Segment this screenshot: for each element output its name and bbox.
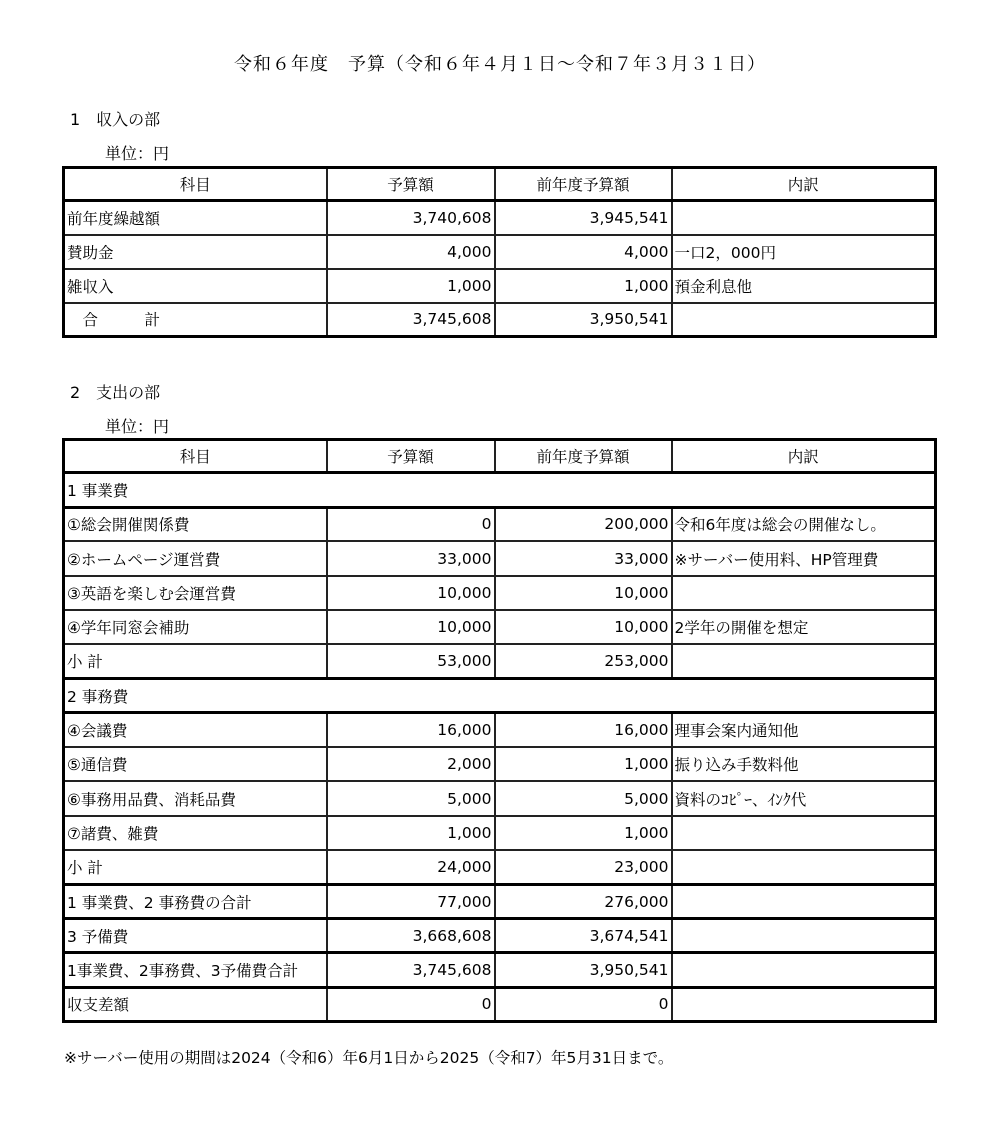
previous-budget-cell: 10,000 bbox=[495, 610, 672, 644]
detail-cell: 一口2，000円 bbox=[672, 235, 936, 269]
item-cell: 合 計 bbox=[64, 303, 327, 337]
budget-cell: 77,000 bbox=[327, 884, 495, 918]
detail-cell bbox=[672, 201, 936, 235]
budget-cell: 33,000 bbox=[327, 541, 495, 575]
table-row bbox=[64, 781, 936, 815]
table-row bbox=[64, 850, 936, 884]
detail-cell bbox=[672, 644, 936, 678]
previous-budget-cell: 1,000 bbox=[495, 816, 672, 850]
column-header: 前年度予算額 bbox=[495, 168, 672, 201]
item-cell: ⑥事務用品費、消耗品費 bbox=[64, 781, 327, 815]
table-header-row bbox=[64, 440, 936, 473]
table-row bbox=[64, 953, 936, 987]
detail-cell: 令和6年度は総会の開催なし。 bbox=[672, 507, 936, 541]
item-cell: 1事業費、2事務費、3予備費合計 bbox=[64, 953, 327, 987]
column-header: 予算額 bbox=[327, 168, 495, 201]
table-row bbox=[64, 987, 936, 1021]
detail-cell bbox=[672, 987, 936, 1021]
previous-budget-cell: 16,000 bbox=[495, 713, 672, 747]
expense-table bbox=[62, 438, 937, 1023]
table-row bbox=[64, 713, 936, 747]
detail-cell: 振り込み手数料他 bbox=[672, 747, 936, 781]
detail-cell bbox=[672, 576, 936, 610]
detail-cell: ※サーバー使用料、HP管理費 bbox=[672, 541, 936, 575]
budget-cell: 0 bbox=[327, 987, 495, 1021]
detail-cell bbox=[672, 884, 936, 918]
table-row bbox=[64, 541, 936, 575]
table-row bbox=[64, 507, 936, 541]
item-cell: ②ホームページ運営費 bbox=[64, 541, 327, 575]
budget-cell: 0 bbox=[327, 507, 495, 541]
expense-unit: 単位：円 bbox=[105, 417, 170, 436]
budget-cell: 10,000 bbox=[327, 610, 495, 644]
income-table bbox=[62, 166, 937, 338]
detail-cell bbox=[672, 850, 936, 884]
budget-cell: 16,000 bbox=[327, 713, 495, 747]
item-cell: 小 計 bbox=[64, 644, 327, 678]
item-cell: 賛助金 bbox=[64, 235, 327, 269]
item-cell: 前年度繰越額 bbox=[64, 201, 327, 235]
column-header: 内訳 bbox=[672, 440, 936, 473]
detail-cell bbox=[672, 303, 936, 337]
item-cell: 3 予備費 bbox=[64, 919, 327, 953]
previous-budget-cell: 276,000 bbox=[495, 884, 672, 918]
budget-cell: 3,668,608 bbox=[327, 919, 495, 953]
income-unit: 単位：円 bbox=[105, 144, 170, 163]
table-row bbox=[64, 747, 936, 781]
table-row bbox=[64, 610, 936, 644]
budget-cell: 5,000 bbox=[327, 781, 495, 815]
detail-cell bbox=[672, 919, 936, 953]
table-row bbox=[64, 201, 936, 235]
previous-budget-cell: 5,000 bbox=[495, 781, 672, 815]
income-heading: 1 収入の部 bbox=[70, 110, 161, 129]
table-row bbox=[64, 884, 936, 918]
previous-budget-cell: 3,950,541 bbox=[495, 953, 672, 987]
budget-cell: 10,000 bbox=[327, 576, 495, 610]
column-header: 科目 bbox=[64, 168, 327, 201]
table-row bbox=[64, 576, 936, 610]
table-row bbox=[64, 269, 936, 303]
item-cell: ⑤通信費 bbox=[64, 747, 327, 781]
budget-cell: 1,000 bbox=[327, 816, 495, 850]
column-header: 前年度予算額 bbox=[495, 440, 672, 473]
detail-cell bbox=[672, 953, 936, 987]
detail-cell: 預金利息他 bbox=[672, 269, 936, 303]
section-row bbox=[64, 473, 936, 507]
table-row bbox=[64, 303, 936, 337]
item-cell: 小 計 bbox=[64, 850, 327, 884]
section-label: 1 事業費 bbox=[64, 473, 936, 507]
table-row bbox=[64, 644, 936, 678]
table-row bbox=[64, 919, 936, 953]
budget-cell: 4,000 bbox=[327, 235, 495, 269]
previous-budget-cell: 4,000 bbox=[495, 235, 672, 269]
expense-heading: 2 支出の部 bbox=[70, 383, 161, 402]
previous-budget-cell: 0 bbox=[495, 987, 672, 1021]
previous-budget-cell: 3,950,541 bbox=[495, 303, 672, 337]
budget-cell: 2,000 bbox=[327, 747, 495, 781]
previous-budget-cell: 1,000 bbox=[495, 269, 672, 303]
budget-cell: 53,000 bbox=[327, 644, 495, 678]
column-header: 内訳 bbox=[672, 168, 936, 201]
item-cell: ③英語を楽しむ会運営費 bbox=[64, 576, 327, 610]
page-title: 令和６年度 予算（令和６年４月１日～令和７年３月３１日） bbox=[234, 54, 766, 75]
footnote: ※サーバー使用の期間は2024（令和6）年6月1日から2025（令和7）年5月31日まで。 bbox=[64, 1049, 674, 1067]
item-cell: 1 事業費、2 事務費の合計 bbox=[64, 884, 327, 918]
previous-budget-cell: 33,000 bbox=[495, 541, 672, 575]
detail-cell: 資料のｺﾋﾟｰ、ｲﾝｸ代 bbox=[672, 781, 936, 815]
table-row bbox=[64, 816, 936, 850]
item-cell: ④会議費 bbox=[64, 713, 327, 747]
detail-cell: 2学年の開催を想定 bbox=[672, 610, 936, 644]
section-row bbox=[64, 679, 936, 713]
section-label: 2 事務費 bbox=[64, 679, 936, 713]
column-header: 予算額 bbox=[327, 440, 495, 473]
item-cell: 収支差額 bbox=[64, 987, 327, 1021]
budget-cell: 3,740,608 bbox=[327, 201, 495, 235]
table-row bbox=[64, 235, 936, 269]
previous-budget-cell: 3,945,541 bbox=[495, 201, 672, 235]
item-cell: ④学年同窓会補助 bbox=[64, 610, 327, 644]
previous-budget-cell: 200,000 bbox=[495, 507, 672, 541]
item-cell: ⑦諸費、雑費 bbox=[64, 816, 327, 850]
previous-budget-cell: 253,000 bbox=[495, 644, 672, 678]
table-header-row bbox=[64, 168, 936, 201]
item-cell: ①総会開催関係費 bbox=[64, 507, 327, 541]
budget-cell: 24,000 bbox=[327, 850, 495, 884]
previous-budget-cell: 23,000 bbox=[495, 850, 672, 884]
previous-budget-cell: 3,674,541 bbox=[495, 919, 672, 953]
budget-cell: 3,745,608 bbox=[327, 303, 495, 337]
budget-cell: 3,745,608 bbox=[327, 953, 495, 987]
detail-cell bbox=[672, 816, 936, 850]
previous-budget-cell: 1,000 bbox=[495, 747, 672, 781]
detail-cell: 理事会案内通知他 bbox=[672, 713, 936, 747]
previous-budget-cell: 10,000 bbox=[495, 576, 672, 610]
item-cell: 雑収入 bbox=[64, 269, 327, 303]
column-header: 科目 bbox=[64, 440, 327, 473]
budget-cell: 1,000 bbox=[327, 269, 495, 303]
